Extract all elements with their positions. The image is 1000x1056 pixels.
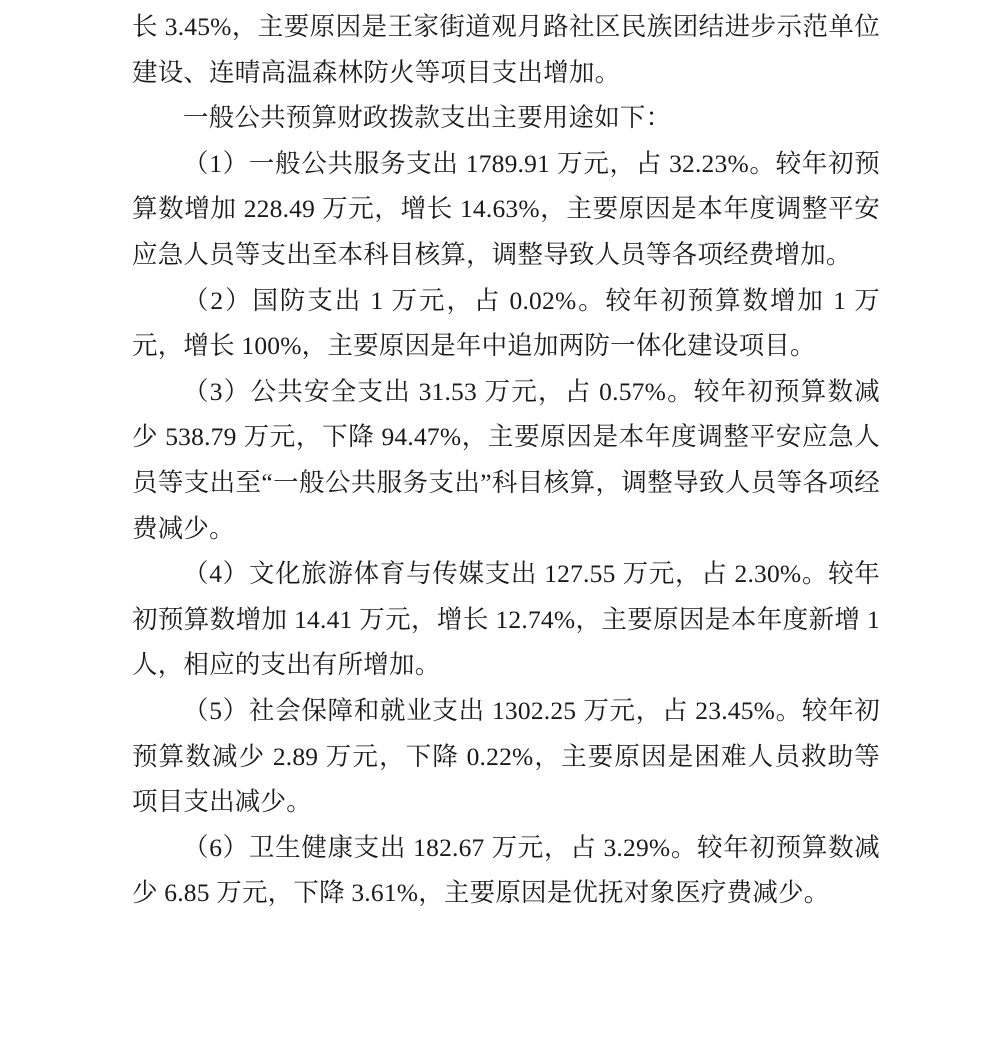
paragraph-usage-intro: 一般公共预算财政拨款支出主要用途如下： xyxy=(183,103,672,133)
paragraph-item-5: （5）社会保障和就业支出 1302.25 万元，占 23.45%。较年初预算数减少 2.89 万元，下降 0.22%，主要原因是困难人员救助等项目支出减少。 xyxy=(132,695,880,817)
paragraph-item-4: （4）文化旅游体育与传媒支出 127.55 万元，占 2.30%。较年初预算数增加 14.41 万元，增长 12.74%，主要原因是本年度新增 1 人，相应的支出有所增加。 xyxy=(132,559,880,680)
paragraph-item-1: （1）一般公共服务支出 1789.91 万元，占 32.23%。较年初预算数增加 228.49 万元，增长 14.63%，主要原因是本年度调整平安应急人员等支出至本科目核算，调整导致人员等各项经费增加。 xyxy=(132,148,880,269)
paragraph-item-3: （3）公共安全支出 31.53 万元，占 0.57%。较年初预算数减少 538.79 万元，下降 94.47%，主要原因是本年度调整平安应急人员等支出至“一般公共服务支出”科目核算，调整导致人员等各项经费减少。 xyxy=(132,376,880,543)
paragraph-item-2: （2）国防支出 1 万元，占 0.02%。较年初预算数增加 1 万元，增长 100%，主要原因是年中追加两防一体化建设项目。 xyxy=(132,285,880,361)
paragraph-item-6: （6）卫生健康支出 182.67 万元，占 3.29%。较年初预算数减少 6.85 万元，下降 3.61%，主要原因是优抚对象医疗费减少。 xyxy=(132,832,880,908)
document-body xyxy=(132,0,880,916)
paragraph-continued-growth: 长 3.45%，主要原因是王家街道观月路社区民族团结进步示范单位建设、连晴高温森林防火等项目支出增加。 xyxy=(132,12,880,87)
